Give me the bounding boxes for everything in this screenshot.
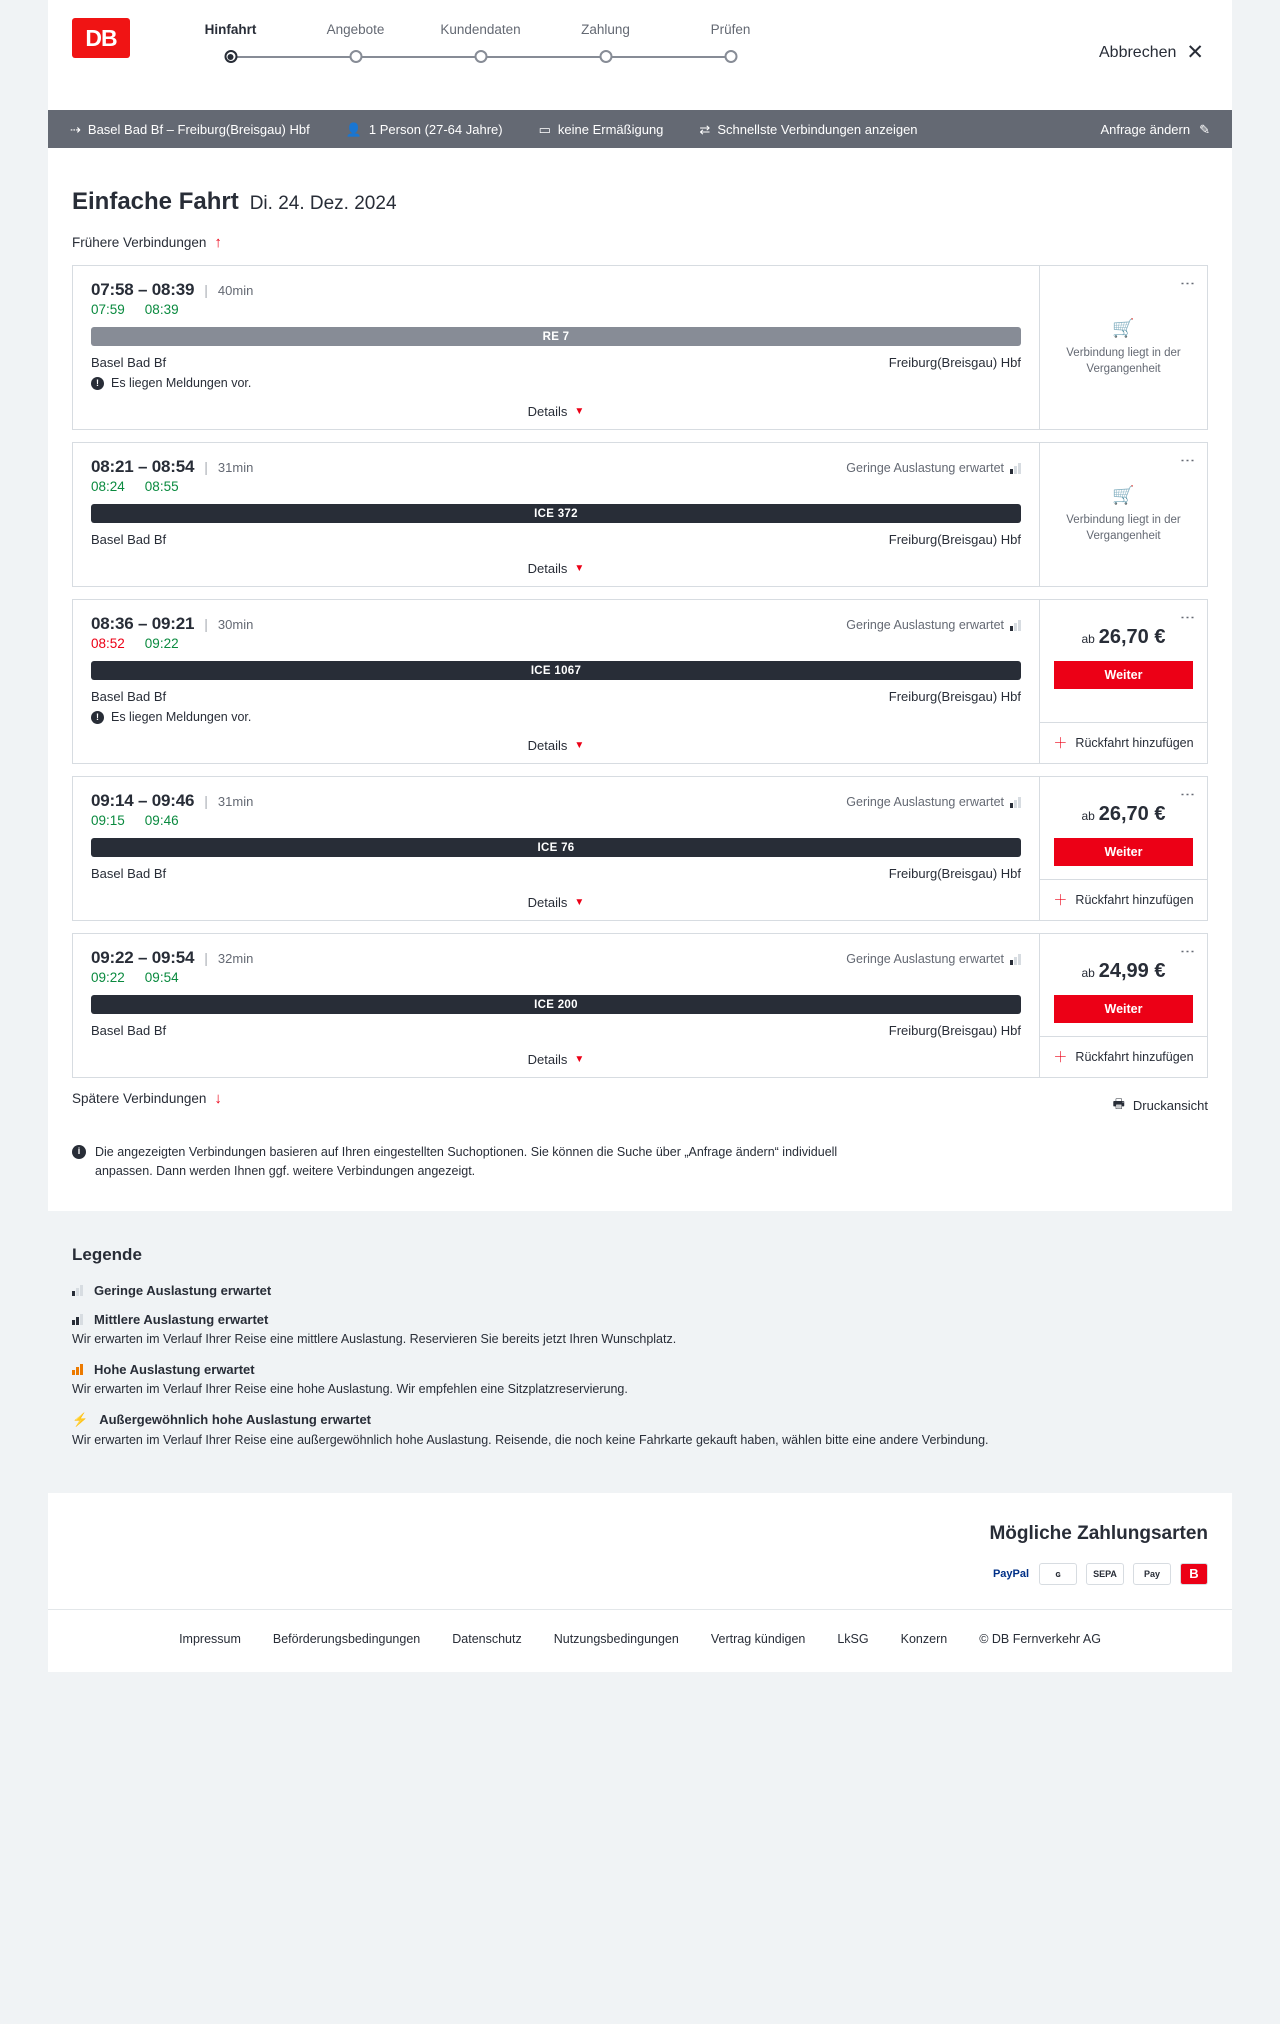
results-title-row xyxy=(72,188,1208,216)
add-return-trip-button[interactable] xyxy=(1040,1036,1207,1077)
connection-action-panel xyxy=(1039,777,1207,920)
stations-row xyxy=(91,1023,1021,1038)
connection-action-panel xyxy=(1039,443,1207,586)
footer-link-impressum[interactable]: Impressum xyxy=(179,1631,241,1646)
legend-desc: Wir erwarten im Verlauf Ihrer Reise eine mittlere Auslastung. Reservieren Sie bereits jetzt Ihren Wunschplatz. xyxy=(72,1331,677,1346)
stations-row xyxy=(91,689,1021,704)
db-payment-icon: B xyxy=(1180,1563,1208,1585)
query-route[interactable] xyxy=(66,122,328,137)
departure-realtime: 08:52 xyxy=(91,636,125,651)
app-header xyxy=(48,0,1232,110)
cart-icon: 🛒 xyxy=(1112,484,1135,505)
departure-realtime: 09:15 xyxy=(91,813,125,828)
utilization xyxy=(846,461,1021,475)
arrival-realtime: 09:22 xyxy=(144,636,179,651)
details-toggle[interactable] xyxy=(91,724,1021,763)
travel-date: Di. 24. Dez. 2024 xyxy=(249,193,397,214)
footer-link-befoerderungsbedingungen[interactable]: Beförderungsbedingungen xyxy=(272,1631,421,1646)
utilization-icon xyxy=(1010,796,1021,808)
utilization-icon xyxy=(1010,953,1021,965)
add-return-label: Rückfahrt hinzufügen xyxy=(1075,1050,1194,1064)
db-logo: DB xyxy=(72,18,130,58)
divider: | xyxy=(204,950,208,966)
add-return-label: Rückfahrt hinzufügen xyxy=(1075,893,1194,907)
divider: | xyxy=(204,616,208,632)
price-prefix: ab xyxy=(1081,966,1095,980)
step-label: Zahlung xyxy=(581,22,630,37)
close-icon: ✕ xyxy=(1186,41,1204,64)
price-value: 26,70 € xyxy=(1098,803,1166,825)
time-range: 07:58 – 08:39 xyxy=(91,280,195,299)
utilization xyxy=(846,952,1021,966)
continue-button[interactable]: Weiter xyxy=(1054,995,1193,1023)
duration: 40min xyxy=(217,283,254,298)
info-icon: ! xyxy=(91,377,104,390)
past-label: Verbindung liegt in der Vergangenheit xyxy=(1066,513,1181,542)
step-zahlung[interactable] xyxy=(543,22,668,71)
step-label: Kundendaten xyxy=(440,22,521,37)
connection-action-panel xyxy=(1039,266,1207,429)
time-range: 09:22 – 09:54 xyxy=(91,948,195,967)
notice-row[interactable] xyxy=(91,376,1021,390)
utilization-icon xyxy=(72,1363,83,1375)
payment-title: Mögliche Zahlungsarten xyxy=(989,1522,1208,1544)
connection-card[interactable] xyxy=(72,599,1208,764)
utilization-icon xyxy=(72,1284,83,1296)
utilization xyxy=(846,795,1021,809)
connection-times xyxy=(91,280,1021,300)
from-station: Basel Bad Bf xyxy=(91,689,167,704)
to-station: Freiburg(Breisgau) Hbf xyxy=(888,1023,1021,1038)
connection-times xyxy=(91,614,1021,634)
chevron-down-icon: ▼ xyxy=(574,563,585,574)
realtime-row xyxy=(91,302,1021,317)
legend-item-high xyxy=(72,1362,1208,1398)
departure-realtime: 07:59 xyxy=(91,302,125,317)
legend-desc: Wir erwarten im Verlauf Ihrer Reise eine hohe Auslastung. Wir empfehlen eine Sitzplatzreservierung. xyxy=(72,1381,628,1396)
site-footer xyxy=(48,1609,1232,1672)
utilization-label: Geringe Auslastung erwartet xyxy=(846,461,1004,475)
payment-section xyxy=(48,1493,1232,1609)
stations-row xyxy=(91,355,1021,370)
train-badge: ICE 1067 xyxy=(91,661,1021,680)
price-prefix: ab xyxy=(1081,809,1095,823)
divider: | xyxy=(204,793,208,809)
departure-realtime: 09:22 xyxy=(91,970,125,985)
query-passengers[interactable] xyxy=(328,122,521,137)
connection-times xyxy=(91,791,1021,811)
step-label: Prüfen xyxy=(710,22,751,37)
price-prefix: ab xyxy=(1081,632,1095,646)
realtime-row xyxy=(91,970,1021,985)
more-options-icon[interactable]: ⋮ xyxy=(1179,944,1196,959)
details-label: Details xyxy=(527,895,568,910)
connection-action-panel xyxy=(1039,600,1207,763)
step-label: Angebote xyxy=(326,22,385,37)
footer-copyright: © DB Fernverkehr AG xyxy=(979,1631,1101,1646)
page-title: Einfache Fahrt xyxy=(72,188,239,215)
results-section xyxy=(48,148,1232,1211)
more-options-icon[interactable]: ⋮ xyxy=(1179,787,1196,802)
details-label: Details xyxy=(527,404,568,419)
cancel-button[interactable] xyxy=(1099,42,1204,63)
notice-label: Es liegen Meldungen vor. xyxy=(111,376,252,390)
connection-card[interactable] xyxy=(72,776,1208,921)
step-dot xyxy=(349,50,362,63)
arrival-realtime: 09:46 xyxy=(144,813,179,828)
footer-link-nutzungsbedingungen[interactable]: Nutzungsbedingungen xyxy=(553,1631,679,1646)
to-station: Freiburg(Breisgau) Hbf xyxy=(888,532,1021,547)
add-return-trip-button[interactable] xyxy=(1040,722,1207,763)
time-range: 08:21 – 08:54 xyxy=(91,457,195,476)
utilization xyxy=(846,618,1021,632)
train-badge: ICE 76 xyxy=(91,838,1021,857)
results-footer-row xyxy=(72,1090,1208,1121)
from-station: Basel Bad Bf xyxy=(91,1023,167,1038)
chevron-down-icon: ▼ xyxy=(574,1054,585,1065)
legend-label: Geringe Auslastung erwartet xyxy=(94,1282,272,1298)
duration: 32min xyxy=(217,951,254,966)
giropay-icon: ɢ xyxy=(1039,1563,1077,1585)
details-label: Details xyxy=(527,561,568,576)
continue-button[interactable]: Weiter xyxy=(1054,661,1193,689)
print-view-button[interactable] xyxy=(1113,1095,1208,1117)
connection-card[interactable] xyxy=(72,442,1208,587)
details-toggle[interactable] xyxy=(91,390,1021,429)
connection-details xyxy=(73,600,1039,763)
to-station: Freiburg(Breisgau) Hbf xyxy=(888,355,1021,370)
printer-icon: 🖶 xyxy=(1112,1095,1125,1111)
legend-item-low xyxy=(72,1283,1208,1298)
sort-icon: ⇄ xyxy=(699,121,711,137)
edit-query-label: Anfrage ändern xyxy=(1100,121,1191,137)
step-hinfahrt[interactable] xyxy=(168,22,293,71)
connection-details xyxy=(73,777,1039,920)
very-high-utilization-icon: ⚡ xyxy=(72,1411,89,1427)
train-badge: RE 7 xyxy=(91,327,1021,346)
realtime-row xyxy=(91,813,1021,828)
realtime-row xyxy=(91,479,1021,494)
query-bar xyxy=(48,110,1232,148)
notice-label: Es liegen Meldungen vor. xyxy=(111,710,252,724)
print-label: Druckansicht xyxy=(1132,1098,1208,1113)
search-hint xyxy=(72,1143,852,1181)
chevron-down-icon: ▼ xyxy=(574,897,585,908)
from-station: Basel Bad Bf xyxy=(91,355,167,370)
connection-times xyxy=(91,457,1021,477)
utilization-icon xyxy=(1010,619,1021,631)
legend-item-mid xyxy=(72,1312,1208,1348)
train-badge: ICE 372 xyxy=(91,504,1021,523)
earlier-label: Frühere Verbindungen xyxy=(72,235,207,250)
legend-label: Mittlere Auslastung erwartet xyxy=(94,1311,269,1327)
pencil-icon: ✎ xyxy=(1199,121,1210,137)
add-return-trip-button[interactable] xyxy=(1040,879,1207,920)
booking-steps xyxy=(168,22,793,71)
connection-times xyxy=(91,948,1021,968)
chevron-down-icon: ▼ xyxy=(574,740,585,751)
time-range: 09:14 – 09:46 xyxy=(91,791,195,810)
plus-icon: ＋ xyxy=(1053,892,1068,908)
cart-icon: 🛒 xyxy=(1112,317,1135,338)
info-icon: ! xyxy=(91,711,104,724)
utilization-icon xyxy=(1010,462,1021,474)
payment-methods xyxy=(72,1563,1208,1585)
cancel-label: Abbrechen xyxy=(1099,43,1177,61)
duration: 31min xyxy=(217,794,254,809)
connection-details xyxy=(73,443,1039,586)
applepay-icon: Pay xyxy=(1133,1563,1171,1585)
connection-card[interactable] xyxy=(72,933,1208,1078)
add-return-label: Rückfahrt hinzufügen xyxy=(1075,736,1194,750)
paypal-icon: PayPal xyxy=(992,1563,1030,1585)
legend-title: Legende xyxy=(72,1244,142,1264)
sepa-icon: SEPA xyxy=(1086,1563,1124,1585)
step-kundendaten[interactable] xyxy=(418,22,543,71)
query-sorting[interactable] xyxy=(681,122,935,137)
details-label: Details xyxy=(527,1052,568,1067)
duration: 30min xyxy=(217,617,254,632)
step-dot xyxy=(599,50,612,63)
to-station: Freiburg(Breisgau) Hbf xyxy=(888,866,1021,881)
price-value: 26,70 € xyxy=(1098,626,1166,648)
more-options-icon[interactable]: ⋮ xyxy=(1179,610,1196,625)
query-passengers-label: 1 Person (27-64 Jahre) xyxy=(368,121,503,137)
utilization-label: Geringe Auslastung erwartet xyxy=(846,952,1004,966)
details-toggle[interactable] xyxy=(91,881,1021,920)
from-station: Basel Bad Bf xyxy=(91,866,167,881)
connection-action-panel xyxy=(1039,934,1207,1077)
query-sorting-label: Schnellste Verbindungen anzeigen xyxy=(717,121,918,137)
plus-icon: ＋ xyxy=(1053,735,1068,751)
utilization-label: Geringe Auslastung erwartet xyxy=(846,795,1004,809)
legend-desc: Wir erwarten im Verlauf Ihrer Reise eine außergewöhnlich hohe Auslastung. Reisende, die noch keine Fahrkarte gekauft haben, wählen bitte eine andere Verbindung. xyxy=(72,1432,989,1447)
footer-link-vertrag-kuendigen[interactable]: Vertrag kündigen xyxy=(710,1631,806,1646)
legend-section xyxy=(48,1211,1232,1493)
chevron-down-icon: ▼ xyxy=(574,406,585,417)
query-discount-label: keine Ermäßigung xyxy=(557,121,664,137)
divider: | xyxy=(204,459,208,475)
step-angebote[interactable] xyxy=(293,22,418,71)
footer-link-konzern[interactable]: Konzern xyxy=(900,1631,948,1646)
continue-button[interactable]: Weiter xyxy=(1054,838,1193,866)
connection-card[interactable] xyxy=(72,265,1208,430)
later-connections-button[interactable] xyxy=(72,1090,222,1107)
step-dot xyxy=(224,50,237,63)
arrival-realtime: 08:39 xyxy=(144,302,179,317)
arrow-up-icon: ↑ xyxy=(214,234,222,251)
time-range: 08:36 – 09:21 xyxy=(91,614,195,633)
duration: 31min xyxy=(217,460,254,475)
arrow-right-icon: ⇢ xyxy=(70,121,81,137)
step-label: Hinfahrt xyxy=(204,22,257,37)
from-station: Basel Bad Bf xyxy=(91,532,167,547)
footer-link-lksg[interactable]: LkSG xyxy=(837,1631,869,1646)
step-dot xyxy=(724,50,737,63)
details-toggle[interactable] xyxy=(91,1038,1021,1077)
details-label: Details xyxy=(527,738,568,753)
hint-text: Die angezeigten Verbindungen basieren auf Ihren eingestellten Suchoptionen. Sie können die Suche über „Anfrage ändern“ individuell anpassen. Dann werden Ihnen ggf. weitere Verbindungen angezeigt. xyxy=(95,1145,838,1178)
person-icon: 👤 xyxy=(345,121,362,137)
step-dot xyxy=(474,50,487,63)
stations-row xyxy=(91,532,1021,547)
to-station: Freiburg(Breisgau) Hbf xyxy=(888,689,1021,704)
card-icon: ▭ xyxy=(538,121,551,137)
past-label: Verbindung liegt in der Vergangenheit xyxy=(1066,346,1181,375)
legend-item-very-high xyxy=(72,1412,1208,1449)
departure-realtime: 08:24 xyxy=(91,479,125,494)
plus-icon: ＋ xyxy=(1053,1049,1068,1065)
more-options-icon[interactable]: ⋮ xyxy=(1179,276,1196,291)
utilization-icon xyxy=(72,1313,83,1325)
info-icon: i xyxy=(72,1145,86,1159)
train-badge: ICE 200 xyxy=(91,995,1021,1014)
legend-label: Außergewöhnlich hohe Auslastung erwartet xyxy=(99,1412,372,1428)
step-pruefen[interactable] xyxy=(668,22,793,71)
arrival-realtime: 08:55 xyxy=(144,479,179,494)
query-route-label: Basel Bad Bf – Freiburg(Breisgau) Hbf xyxy=(87,121,310,137)
more-options-icon[interactable]: ⋮ xyxy=(1179,453,1196,468)
query-discount[interactable] xyxy=(521,122,682,137)
footer-link-datenschutz[interactable]: Datenschutz xyxy=(452,1631,522,1646)
later-label: Spätere Verbindungen xyxy=(72,1091,207,1106)
price-value: 24,99 € xyxy=(1098,960,1166,982)
realtime-row xyxy=(91,636,1021,651)
connection-details xyxy=(73,934,1039,1077)
divider: | xyxy=(204,282,208,298)
arrow-down-icon: ↓ xyxy=(214,1090,222,1107)
earlier-connections-button[interactable] xyxy=(72,234,1208,251)
notice-row[interactable] xyxy=(91,710,1021,724)
details-toggle[interactable] xyxy=(91,547,1021,586)
arrival-realtime: 09:54 xyxy=(144,970,179,985)
connection-details xyxy=(73,266,1039,429)
utilization-label: Geringe Auslastung erwartet xyxy=(846,618,1004,632)
stations-row xyxy=(91,866,1021,881)
edit-query-button[interactable] xyxy=(1100,122,1214,137)
legend-label: Hohe Auslastung erwartet xyxy=(94,1361,255,1377)
